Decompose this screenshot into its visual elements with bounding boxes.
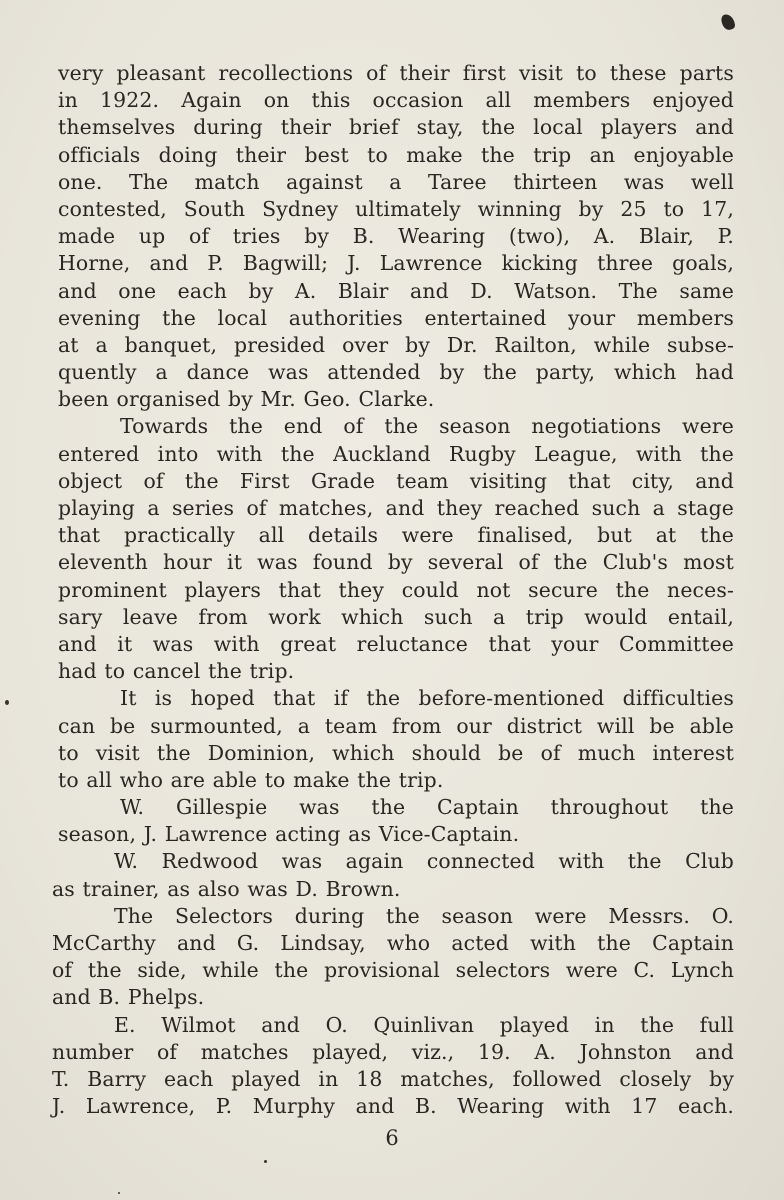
text-line: of the side, while the provisional selectors were C. Lynch xyxy=(52,958,734,983)
text-line: in 1922. Again on this occasion all members enjoyed xyxy=(58,88,734,113)
text-line: W. Redwood was again connected with the Club xyxy=(114,849,734,874)
text-line: been organised by Mr. Geo. Clarke. xyxy=(58,387,435,412)
text-line: Towards the end of the season negotiations were xyxy=(120,414,734,439)
text-line: to visit the Dominion, which should be of much interest xyxy=(58,740,734,765)
text-line: eleventh hour it was found by several of the Club's most xyxy=(58,550,734,575)
text-line: made up of tries by B. Wearing (two), A. Blair, P. xyxy=(58,224,734,249)
text-line: to all who are able to make the trip. xyxy=(58,767,444,792)
text-line: Horne, and P. Bagwill; J. Lawrence kicking three goals, xyxy=(58,251,734,276)
ink-speck xyxy=(264,1160,267,1163)
text-line: had to cancel the trip. xyxy=(58,659,295,684)
text-line: and one each by A. Blair and D. Watson. The same xyxy=(58,278,734,303)
text-line: It is hoped that if the before-mentioned difficulties xyxy=(120,686,734,711)
text-line: evening the local authorities entertained your members xyxy=(58,305,734,330)
ink-speck xyxy=(5,700,9,705)
text-line: can be surmounted, a team from our district will be able xyxy=(58,713,734,738)
page-number: 6 xyxy=(385,1126,399,1150)
text-line: E. Wilmot and O. Quinlivan played in the full xyxy=(114,1012,734,1037)
text-line: and it was with great reluctance that your Committee xyxy=(58,631,734,656)
text-line: McCarthy and G. Lindsay, who acted with the Captain xyxy=(52,931,734,955)
text-line: season, J. Lawrence acting as Vice-Captain. xyxy=(58,822,520,847)
ink-mark xyxy=(720,13,736,32)
body-text xyxy=(52,60,734,1120)
text-line: as trainer, as also was D. Brown. xyxy=(52,876,401,901)
text-line: one. The match against a Taree thirteen was well xyxy=(58,169,734,194)
text-line: number of matches played, viz., 19. A. Johnston and xyxy=(52,1039,734,1064)
text-line: object of the First Grade team visiting that city, and xyxy=(58,468,734,493)
text-line: The Selectors during the season were Messrs. O. xyxy=(114,903,734,928)
text-line: T. Barry each played in 18 matches, followed closely by xyxy=(52,1066,734,1091)
text-line: officials doing their best to make the trip an enjoyable xyxy=(58,142,734,167)
text-line: and B. Phelps. xyxy=(52,985,205,1010)
text-line: entered into with the Auckland Rugby League, with the xyxy=(58,441,734,466)
text-line: at a banquet, presided over by Dr. Railton, while subse- xyxy=(58,332,734,357)
text-line: themselves during their brief stay, the local players and xyxy=(58,115,734,140)
text-line: J. Lawrence, P. Murphy and B. Wearing with 17 each. xyxy=(52,1094,734,1119)
text-line: contested, South Sydney ultimately winning by 25 to 17, xyxy=(58,196,734,221)
text-line: prominent players that they could not secure the neces- xyxy=(58,577,734,602)
text-line: W. Gillespie was the Captain throughout the xyxy=(120,795,734,820)
text-line: sary leave from work which such a trip would entail, xyxy=(58,604,734,629)
ink-speck xyxy=(118,1192,120,1194)
text-line: quently a dance was attended by the party, which had xyxy=(58,360,734,385)
text-line: very pleasant recollections of their first visit to these parts xyxy=(58,61,734,85)
text-line: playing a series of matches, and they reached such a stage xyxy=(58,496,734,520)
text-line: that practically all details were finalised, but at the xyxy=(58,523,734,548)
